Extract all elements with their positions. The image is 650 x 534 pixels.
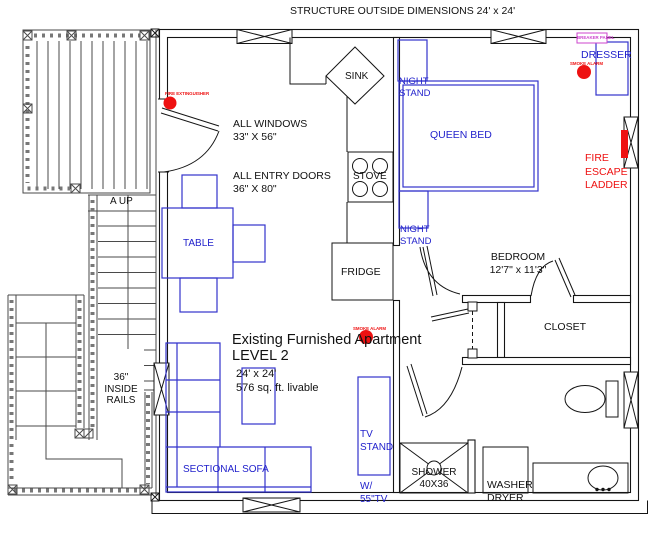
page-title: STRUCTURE OUTSIDE DIMENSIONS 24' x 24' [290, 5, 516, 17]
windows-note: ALL WINDOWS 33" X 56" ALL ENTRY DOORS 36" X 80" [233, 118, 331, 195]
shower-label: SHOWER 40X36 [411, 467, 457, 490]
window-left [154, 363, 169, 415]
smoke-alarm-living-label: SMOKE ALARM [353, 326, 387, 331]
sink-label: SINK [345, 71, 369, 82]
deck-and-stairs [8, 30, 156, 495]
summary-dims: 24' x 24' 576 sq. ft. livable [236, 368, 319, 394]
fire-escape-label: FIRE ESCAPE LADDER [585, 152, 628, 191]
night-stand-bottom-label: NIGHT STAND [400, 224, 432, 247]
tv-stand-label: TV STAND W/ 55"TV [360, 429, 394, 505]
window-top-right [491, 30, 546, 44]
queen-bed-label: QUEEN BED [430, 129, 492, 141]
fridge-label: FRIDGE [341, 266, 381, 278]
smoke-alarm-bedroom-label: SMOKE ALARM [570, 61, 604, 66]
sofa-label: SECTIONAL SOFA [183, 464, 269, 475]
table-label: TABLE [183, 238, 214, 249]
smoke-alarm-bedroom-dot [577, 65, 591, 79]
window-right-lower [624, 372, 638, 428]
stairs-up-label: A UP [110, 196, 133, 207]
dresser-label: DRESSER [581, 49, 632, 61]
washer-dryer-label: WASHER DRYER [487, 479, 533, 504]
fire-extinguisher-dot [164, 97, 177, 110]
fire-extinguisher-label: FIRE EXTINGUISHER [165, 91, 210, 96]
rails-note: 36" INSIDE RAILS [98, 349, 144, 418]
bedroom-label: BEDROOM 12'7" x 11'3" [489, 251, 547, 276]
closet-label: CLOSET [544, 321, 587, 333]
summary-title: Existing Furnished Apartment LEVEL 2 [232, 332, 422, 364]
window-top-left [237, 30, 292, 44]
breaker-panel-label: BREAKER PANEL [577, 34, 615, 40]
stove-label: STOVE [353, 171, 387, 182]
window-bottom [243, 498, 300, 512]
night-stand-top-label: NIGHT STAND [399, 76, 431, 99]
